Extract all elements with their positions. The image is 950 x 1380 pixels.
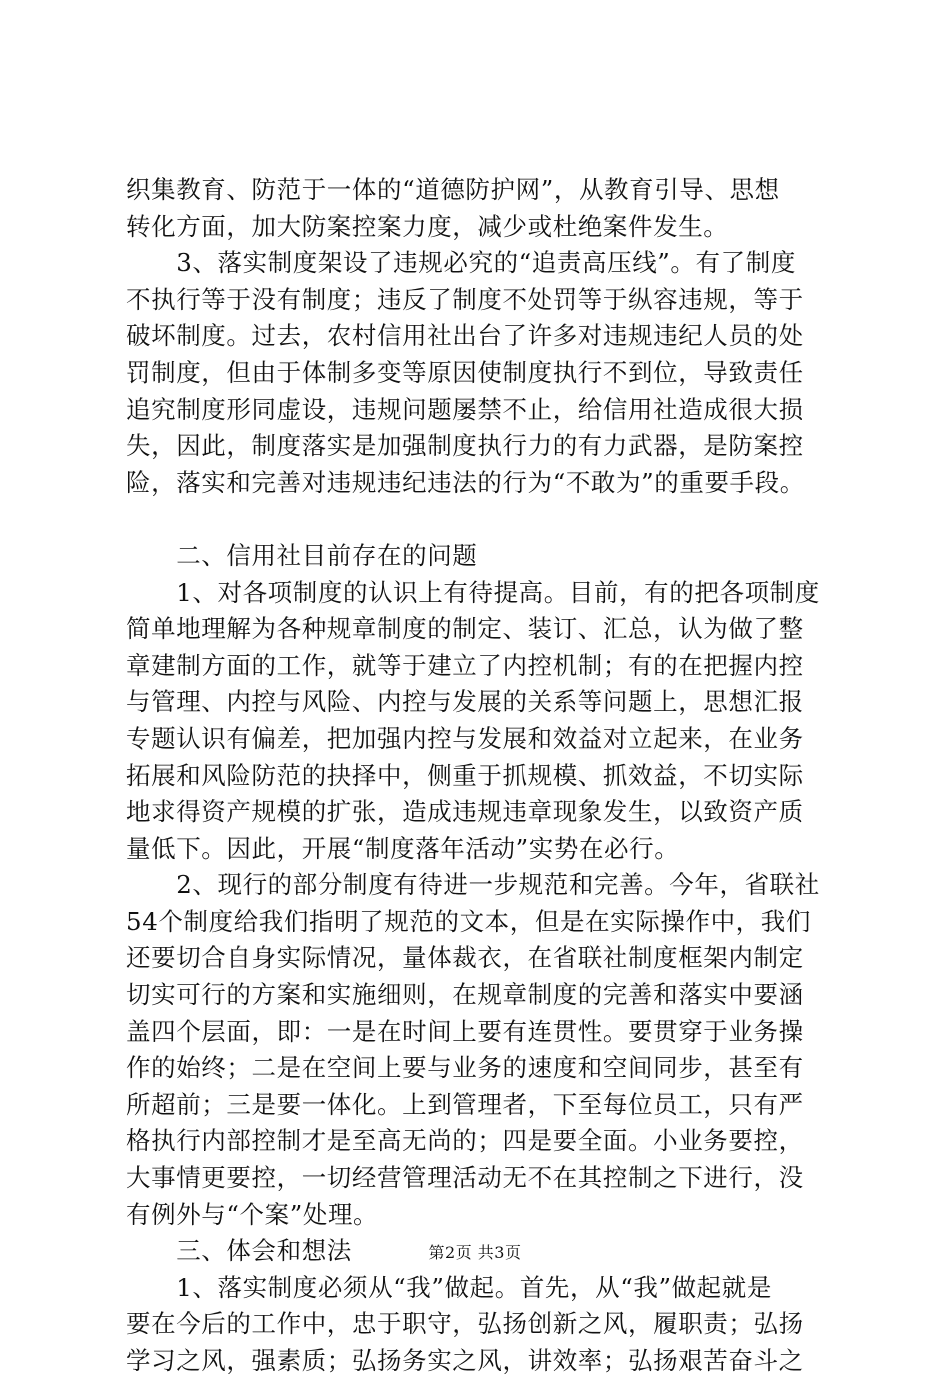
text-line: 简单地理解为各种规章制度的制定、装订、汇总，认为做了整 (126, 614, 804, 644)
text-line: 不执行等于没有制度；违反了制度不处罚等于纵容违规，等于 (126, 284, 804, 314)
text-line: 学习之风，强素质；弘扬务实之风，讲效率；弘扬艰苦奋斗之 (126, 1346, 804, 1375)
text-line: 盖四个层面，即：一是在时间上要有连贯性。要贯穿于业务操 (126, 1016, 804, 1046)
text-line: 所超前；三是要一体化。上到管理者，下至每位员工，只有严 (126, 1089, 804, 1119)
text-line: 量低下。因此，开展“制度落年活动”实势在必行。 (126, 833, 680, 863)
text-line: 有例外与“个案”处理。 (126, 1199, 379, 1229)
text-line: 2、现行的部分制度有待进一步规范和完善。今年，省联社 (126, 870, 820, 900)
text-line: 拓展和风险防范的抉择中，侧重于抓规模、抓效益，不切实际 (126, 760, 804, 790)
text-line: 切实可行的方案和实施细则，在规章制度的完善和落实中要涵 (126, 980, 804, 1010)
text-line: 罚制度，但由于体制多变等原因使制度执行不到位，导致责任 (126, 357, 804, 387)
text-line: 与管理、内控与风险、内控与发展的关系等问题上，思想汇报 (126, 687, 804, 717)
text-line: 破坏制度。过去，农村信用社出台了许多对违规违纪人员的处 (126, 321, 804, 351)
text-line: 格执行内部控制才是至高无尚的；四是要全面。小业务要控， (126, 1126, 804, 1156)
text-line: 大事情更要控，一切经营管理活动无不在其控制之下进行，没 (126, 1163, 804, 1193)
text-line: 54个制度给我们指明了规范的文本，但是在实际操作中，我们 (126, 906, 811, 936)
body-text (126, 172, 832, 1380)
text-line: 要在今后的工作中，忠于职守，弘扬创新之风，履职责；弘扬 (126, 1309, 804, 1339)
text-line: 3、落实制度架设了违规必究的“追责高压线”。有了制度 (126, 248, 796, 278)
text-line: 险，落实和完善对违规违纪违法的行为“不敢为”的重要手段。 (126, 467, 805, 497)
blank-line (126, 501, 832, 538)
text-line: 追究制度形同虚设，违规问题屡禁不止，给信用社造成很大损 (126, 394, 804, 424)
text-line: 1、落实制度必须从“我”做起。首先，从“我”做起就是 (126, 1272, 772, 1302)
text-line: 1、对各项制度的认识上有待提高。目前，有的把各项制度 (126, 577, 820, 607)
text-line: 失，因此，制度落实是加强制度执行力的有力武器，是防案控 (126, 431, 804, 461)
text-line: 章建制方面的工作，就等于建立了内控机制；有的在把握内控 (126, 650, 804, 680)
text-line: 还要切合自身实际情况，量体裁衣，在省联社制度框架内制定 (126, 943, 804, 973)
text-line: 专题认识有偏差，把加强内控与发展和效益对立起来，在业务 (126, 723, 804, 753)
text-line: 二、信用社目前存在的问题 (126, 540, 478, 570)
text-line: 织集教育、防范于一体的“道德防护网”，从教育引导、思想 (126, 175, 780, 204)
page-footer: 第2页 共3页 (428, 1243, 522, 1262)
text-line: 地求得资产规模的扩张，造成违规违章现象发生，以致资产质 (126, 797, 804, 827)
text-line: 转化方面，加大防案控案力度，减少或杜绝案件发生。 (126, 211, 729, 241)
text-line: 三、体会和想法 (126, 1236, 352, 1266)
text-line: 作的始终；二是在空间上要与业务的速度和空间同步，甚至有 (126, 1053, 804, 1083)
